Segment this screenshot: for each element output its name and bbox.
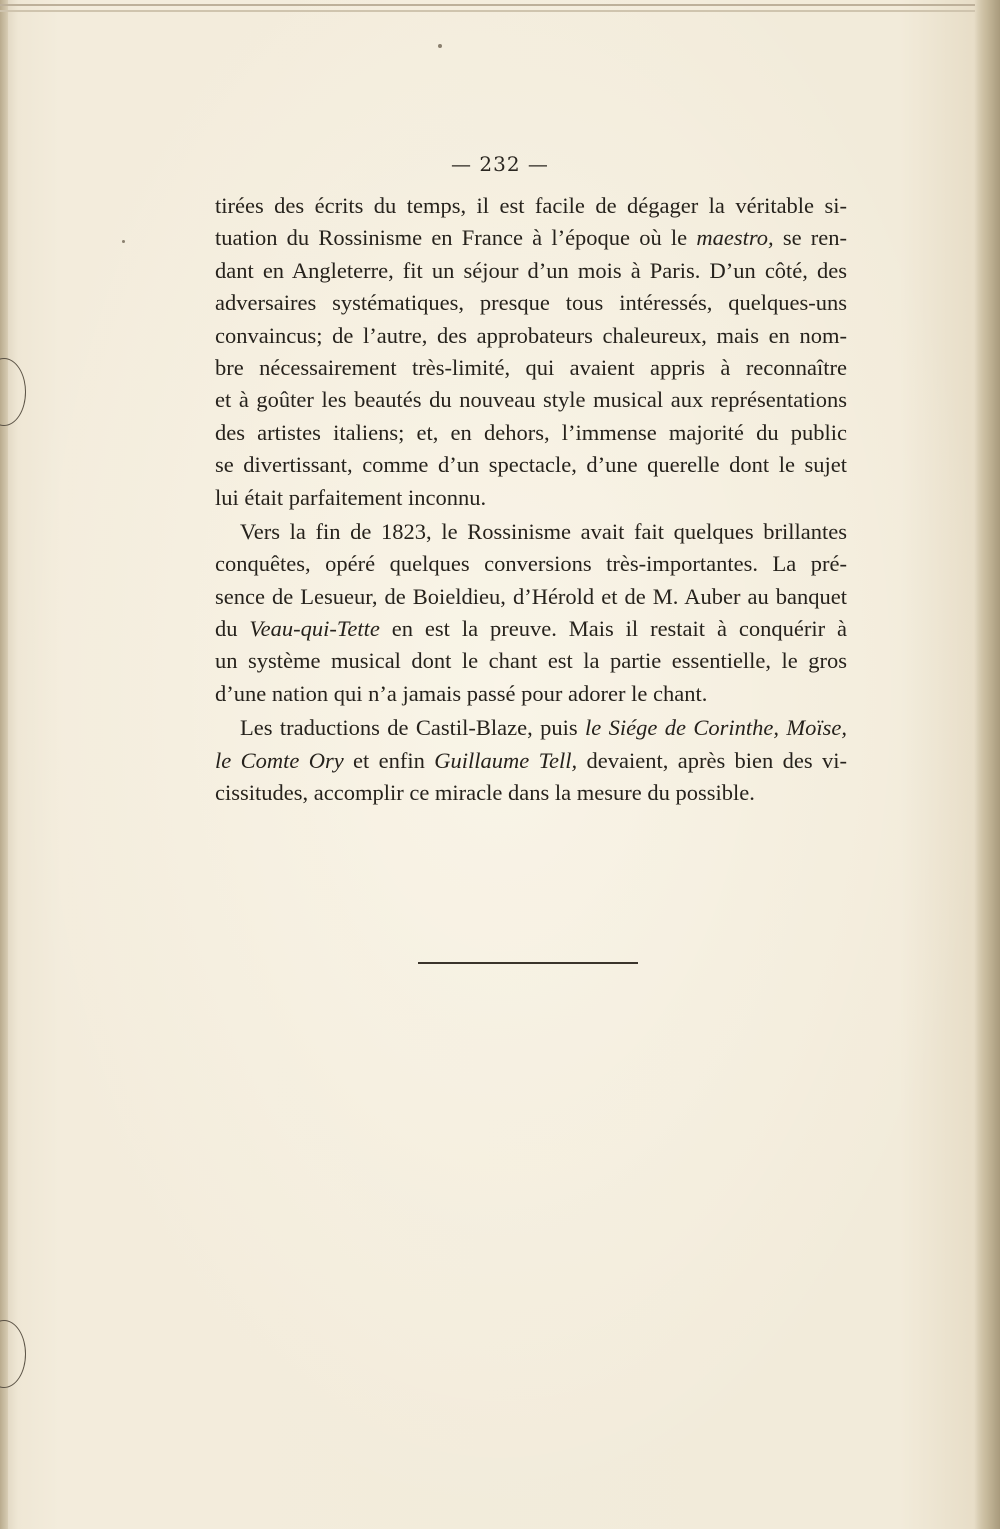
text-line: Vers la fin de 1823, le Rossinisme avait fait quelques brillantes [240, 518, 847, 544]
binding-hole-mark [0, 358, 26, 426]
italic-title: le Siége de Corinthe, Moïse, [585, 715, 847, 741]
paper-speck [122, 240, 125, 243]
italic-title: maestro, [696, 225, 774, 251]
page-left-edge [0, 0, 8, 1529]
page-right-edge [974, 0, 1000, 1529]
body-text [215, 190, 847, 811]
text-line: se divertissant, comme d’un spectacle, d’une querelle dont le sujet [215, 452, 847, 478]
text-line: d’une nation qui n’a jamais passé pour adorer le chant. [215, 680, 708, 706]
italic-title: le Comte Ory [215, 747, 344, 773]
text-line: cissitudes, accomplir ce miracle dans la mesure du possible. [215, 780, 755, 806]
top-border-line [0, 10, 975, 12]
paper-speck [438, 44, 442, 48]
text-line: tirées des écrits du temps, il est facile de dégager la véritable si- [215, 193, 847, 218]
text-line: un système musical dont le chant est la partie essentielle, le gros [215, 648, 847, 674]
text-line: bre nécessairement très-limité, qui avaient appris à reconnaître [215, 354, 847, 380]
text-line: Les traductions de Castil-Blaze, puis le Siége de Corinthe, Moïse, [240, 715, 847, 741]
binding-hole-mark [0, 1320, 26, 1388]
text-line: adversaires systématiques, presque tous intéressés, quelques-uns [215, 290, 847, 316]
italic-title: Veau-qui-Tette [249, 616, 380, 642]
text-line: des artistes italiens; et, en dehors, l’immense majorité du public [215, 419, 847, 445]
top-border-line [0, 4, 975, 6]
paragraph [215, 516, 847, 710]
page-number: — 232 — [451, 152, 549, 176]
text-line: lui était parfaitement inconnu. [215, 484, 487, 510]
section-end-rule [418, 962, 638, 964]
text-line: dant en Angleterre, fit un séjour d’un mois à Paris. D’un côté, des [215, 257, 847, 283]
paragraph [215, 712, 847, 809]
paragraph [215, 190, 847, 514]
text-line: le Comte Ory et enfin Guillaume Tell, devaient, après bien des vi- [215, 747, 847, 773]
italic-title: Guillaume Tell, [434, 747, 578, 773]
text-line: du Veau-qui-Tette en est la preuve. Mais il restait à conquérir à [215, 616, 847, 642]
text-line: convaincus; de l’autre, des approbateurs chaleureux, mais en nom- [215, 322, 847, 348]
text-line: conquêtes, opéré quelques conversions très-importantes. La pré- [215, 551, 847, 577]
text-line: tuation du Rossinisme en France à l’époque où le maestro, se ren- [215, 225, 847, 251]
text-line: et à goûter les beautés du nouveau style musical aux représentations [215, 387, 847, 413]
text-line: sence de Lesueur, de Boieldieu, d’Hérold et de M. Auber au banquet [215, 583, 847, 609]
